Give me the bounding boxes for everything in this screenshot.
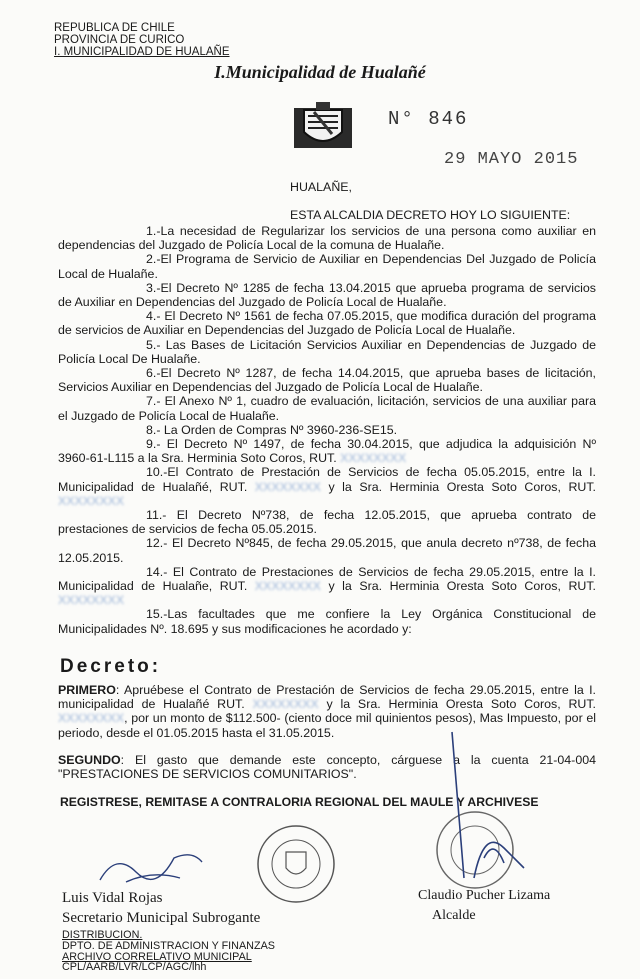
considerando-1: 1.-La necesidad de Regularizar los servicios de una persona como auxiliar en dependencias del Juzgado de Policía Local de la comuna de Hualañe. (58, 224, 596, 253)
considerandos (58, 224, 596, 636)
considerando-11: 11.- El Decreto Nº738, de fecha 12.05.2015, que aprueba contrato de prestaciones de servicios de fecha 05.05.2015. (58, 508, 596, 537)
signature-left-icon (96, 842, 206, 888)
signer-right (418, 886, 550, 926)
header-line-1: REPUBLICA DE CHILE (54, 22, 175, 34)
considerando-14: 14.- El Contrato de Prestaciones de Servicios de fecha 29.05.2015, entre la I. Municipalidad de Hualañe, RUT. XXXXXXXX y la Sra. Herminia Oresta Soto Coros, RUT. XXXXXXXX (58, 564, 596, 608)
distribution-line-2: ARCHIVO CORRELATIVO MUNICIPAL (62, 950, 252, 963)
considerando-8: 8.- La Orden de Compras Nº 3960-236-SE15. (146, 422, 398, 437)
decree-date-stamp: 29 MAYO 2015 (444, 150, 579, 169)
intro-line: ESTA ALCALDIA DECRETO HOY LO SIGUIENTE: (290, 208, 571, 222)
municipal-seal-left-icon (254, 822, 338, 906)
considerando-9: 9.- El Decreto Nº 1497, de fecha 30.04.2015, que adjudica la adquisición Nº 3960-61-L115 a la Sra. Herminia Soto Coros, RUT. XXXXXXXX (58, 437, 596, 466)
closing-line: REGISTRESE, REMITASE A CONTRALORIA REGIONAL DEL MAULE Y ARCHIVESE (60, 795, 539, 809)
place: HUALAÑE, (290, 180, 352, 194)
decree-number: N° 846 (388, 108, 469, 130)
considerando-5: 5.- Las Bases de Licitación Servicios Auxiliar en Dependencias de Juzgado de Policía Local De Hualañe. (58, 337, 596, 366)
municipality-title: I.Municipalidad de Hualañé (214, 62, 426, 82)
decreto-heading: Decreto: (60, 656, 162, 677)
signer-left-name: Luis Vidal Rojas (62, 890, 163, 906)
signer-right-name: Claudio Pucher Lizama (418, 888, 551, 903)
signer-left (62, 888, 260, 928)
header-line-3: I. MUNICIPALIDAD DE HUALAÑE (54, 46, 230, 58)
signature-right-icon (444, 728, 528, 888)
signer-left-role: Secretario Municipal Subrogante (62, 910, 261, 926)
considerando-3: 3.-El Decreto Nº 1285 de fecha 13.04.2015 que aprueba programa de servicios de Auxiliar en Dependencias del Juzgado de Policía Local de Hualañe. (58, 280, 596, 310)
distribution-block (62, 930, 275, 973)
considerando-6: 6.-El Decreto Nº 1287, de fecha 14.04.2015, que aprueba bases de licitación, Servicios Auxiliar en Dependencias del Juzgado de Policía Local de Hualañe. (58, 366, 596, 395)
signer-right-role: Alcalde (432, 908, 476, 923)
considerando-12: 12.- El Decreto Nº845, de fecha 29.05.2015, que anula decreto nº738, de fecha 12.05.2015. (58, 536, 596, 565)
resolution-segundo: SEGUNDO: El gasto que demande este concepto, cárguese a la cuenta 21-04-004 "PRESTACIONES DE SERVICIOS COMUNITARIOS". (58, 753, 596, 782)
considerando-10: 10.-El Contrato de Prestación de Servicios de fecha 05.05.2015, entre la I. Municipalidad de Hualañé, RUT. XXXXXXXX y la Sra. Herminia Oresta Soto Coros, RUT. XXXXXXXX (58, 465, 596, 508)
considerando-7: 7.- El Anexo Nº 1, cuadro de evaluación, licitación, servicios de una auxiliar para el Juzgado de Policía Local de Hualañe. (58, 394, 596, 423)
resolution-primero: PRIMERO: Apruébese el Contrato de Prestación de Servicios de fecha 29.05.2015, entre la I. municipalidad de Hualañé RUT. XXXXXXXX y la Sra. Herminia Oresta Soto Coros, RUT. XXXXXXXX, por un monto de $112.500- (ciento doce mil quinientos pesos), Mas Impuesto, por el periodo, desde el 01.05.2015 hasta el 31.05.2015. (58, 683, 597, 740)
coat-of-arms-icon (294, 102, 352, 154)
header-line-2: PROVINCIA DE CURICO (54, 34, 185, 46)
considerando-15: 15.-Las facultades que me confiere la Ley Orgánica Constitucional de Municipalidades Nº. 18.695 y sus modificaciones he acordado y: (58, 607, 596, 636)
distribution-line-3: CPL/AARB/LVR/LCP/AGC/lhh (62, 961, 207, 974)
considerando-4: 4.- El Decreto Nº 1561 de fecha 07.05.2015, que modifica duración del programa de servicios de Auxiliar en Dependencias del Juzgado de Policía Local de Hualañe. (58, 309, 596, 338)
distribution-line-1: DPTO. DE ADMINISTRACION Y FINANZAS (62, 939, 275, 952)
letterhead (54, 22, 230, 58)
distribution-title: DISTRIBUCION. (62, 929, 143, 941)
considerando-2: 2.-El Programa de Servicio de Auxiliar en Dependencias Del Juzgado de Policía Local de Hualañe. (58, 252, 596, 281)
